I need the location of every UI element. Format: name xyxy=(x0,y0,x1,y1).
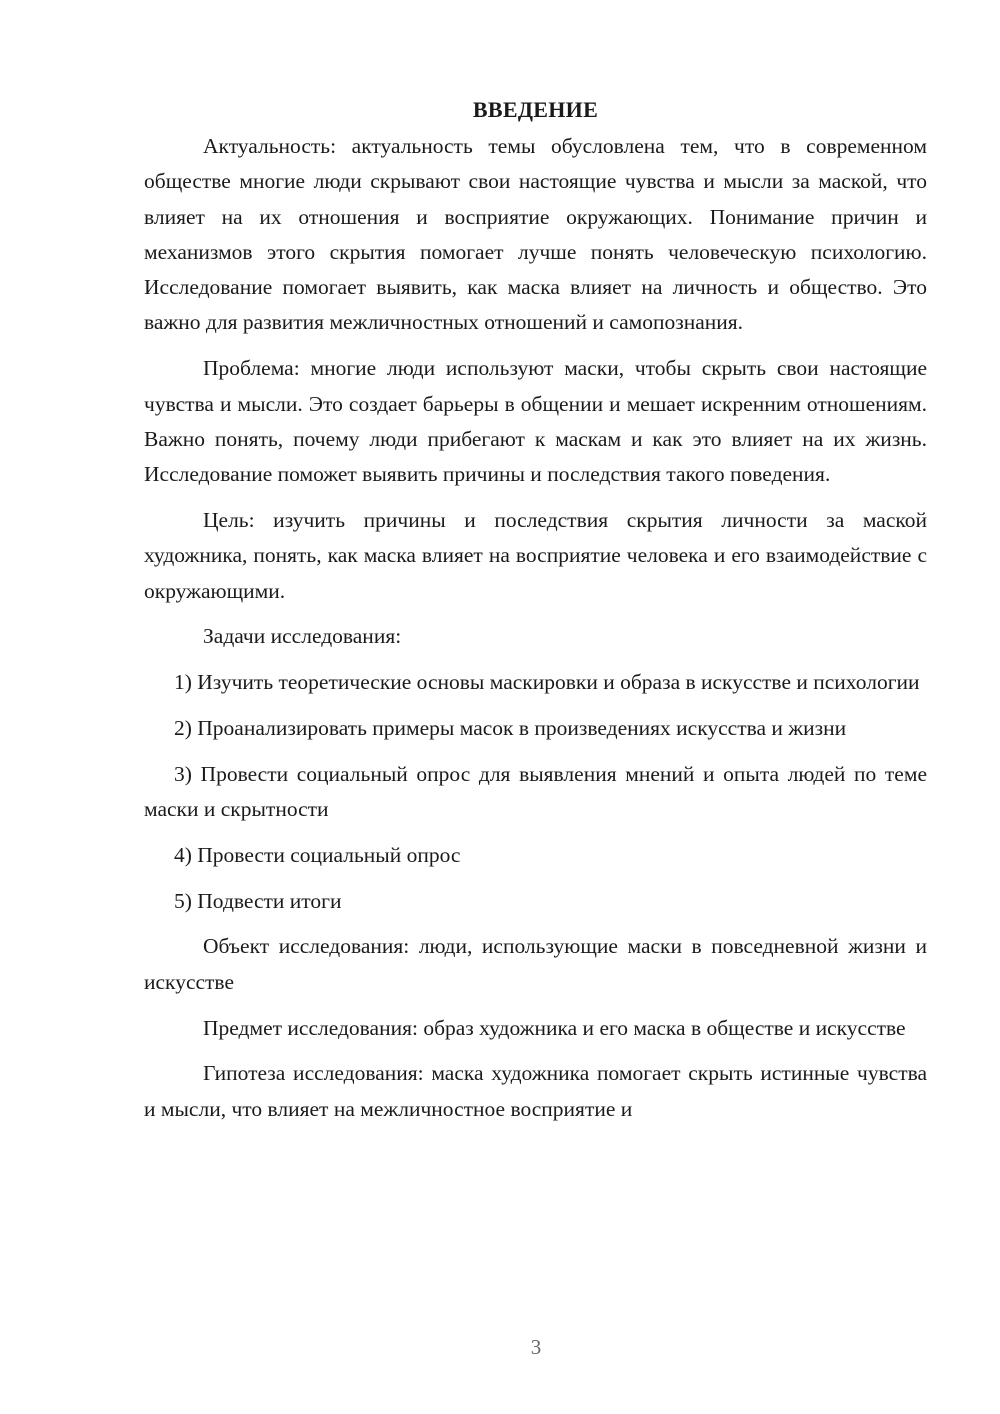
task-item-5: 5) Подвести итоги xyxy=(174,888,342,913)
object-paragraph: Объект исследования: люди, использующие маски в повседневной жизни и искусстве xyxy=(144,934,927,994)
section-title: ВВЕДЕНИЕ xyxy=(472,97,599,122)
problem-paragraph: Проблема: многие люди используют маски, чтобы скрыть свои настоящие чувства и мысли. Это создает барьеры в общении и мешает искренним отношениям. Важно понять, почему люди прибегают к маскам и как это влияет на их жизнь. Исследование поможет выявить причины и последствия такого поведения. xyxy=(144,356,927,487)
tasks-heading: Задачи исследования: xyxy=(203,624,402,649)
goal-paragraph: Цель: изучить причины и последствия скрытия личности за маской художника, понять, как маска влияет на восприятие человека и его взаимодействие с окружающими. xyxy=(144,507,927,603)
task-item-3: 3) Провести социальный опрос для выявления мнений и опыта людей по теме маски и скрытности xyxy=(144,761,927,822)
task-item-4: 4) Провести социальный опрос xyxy=(174,842,461,867)
page-number: 3 xyxy=(530,1335,542,1359)
hypothesis-paragraph: Гипотеза исследования: маска художника помогает скрыть истинные чувства и мысли, что влияет на межличностное восприятие и xyxy=(144,1061,927,1121)
document-page xyxy=(144,92,927,1127)
relevance-paragraph: Актуальность: актуальность темы обусловлена тем, что в современном обществе многие люди скрывают свои настоящие чувства и мысли за маской, что влияет на их отношения и восприятие окружающих. Понимание причин и механизмов этого скрытия помогает лучше понять человеческую психологию. Исследование помогает выявить, как маска влияет на личность и общество. Это важно для развития межличностных отношений и самопознания. xyxy=(144,134,927,335)
task-item-1: 1) Изучить теоретические основы маскировки и образа в искусстве и психологии xyxy=(174,670,920,695)
subject-paragraph: Предмет исследования: образ художника и его маска в обществе и искусстве xyxy=(203,1015,906,1040)
task-item-2: 2) Проанализировать примеры масок в произведениях искусства и жизни xyxy=(174,715,847,740)
